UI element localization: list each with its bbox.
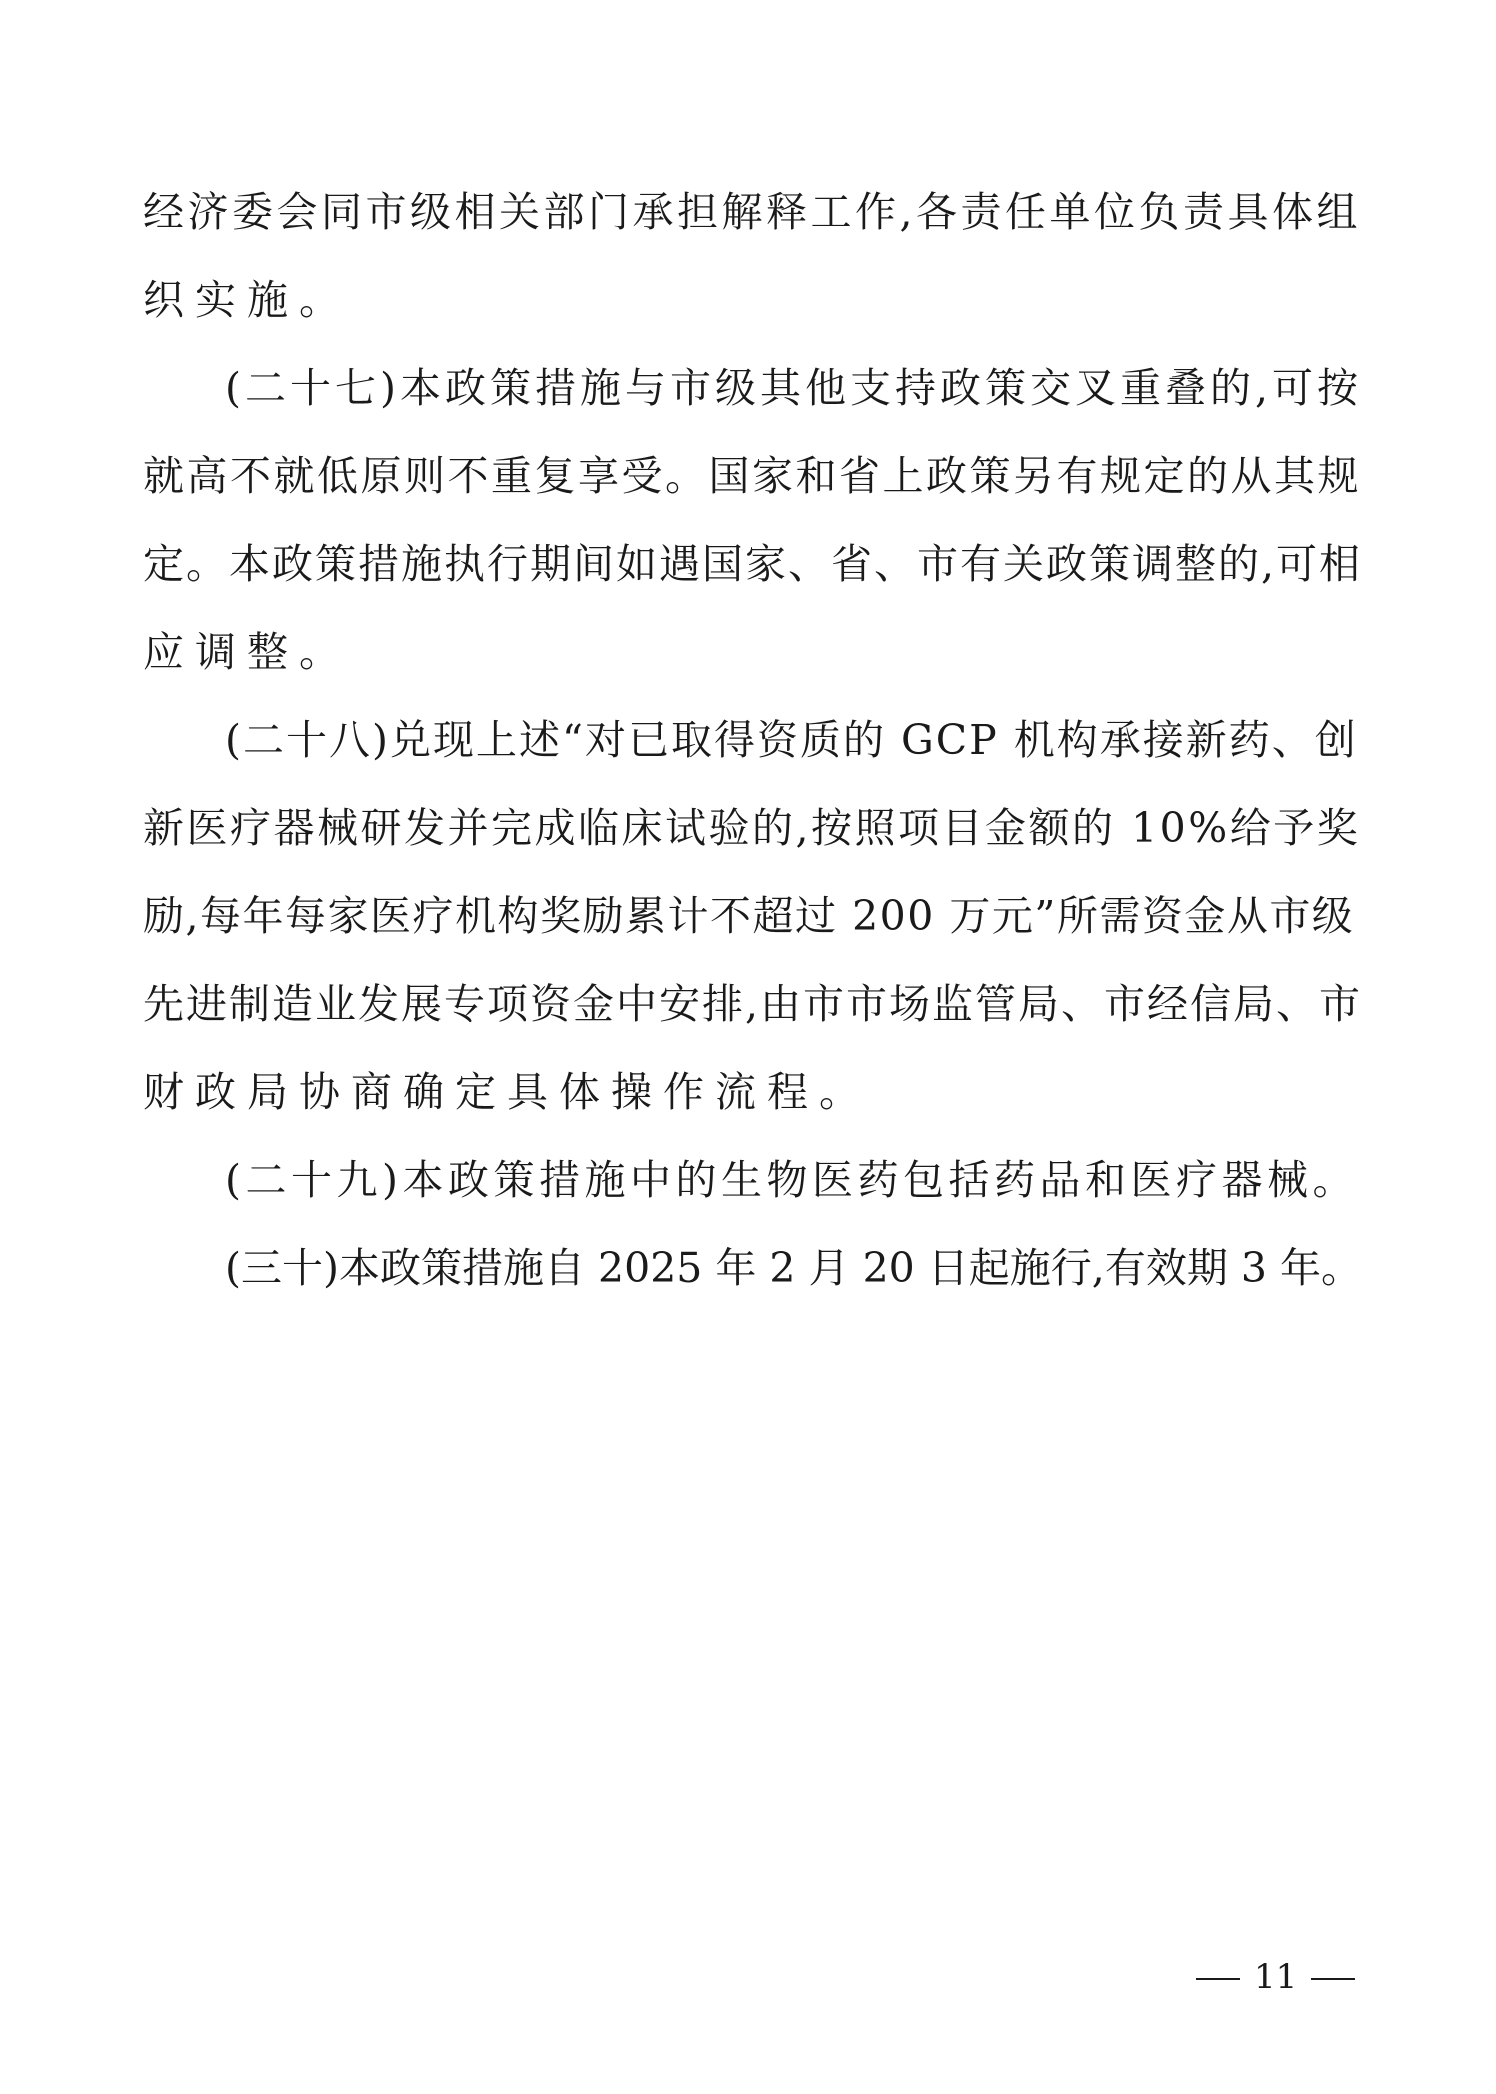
text-line: 励,每年每家医疗机构奖励累计不超过 200 万元”所需资金从市级: [143, 892, 1355, 940]
text-line: 就高不就低原则不重复享受。国家和省上政策另有规定的从其规: [143, 452, 1361, 500]
text-line: 经济委会同市级相关部门承担解释工作,各责任单位负责具体组: [143, 188, 1362, 236]
page-number-value: 11: [1254, 1957, 1298, 1997]
dash-left-icon: [1196, 1978, 1240, 1980]
text-line: 应调整。: [143, 628, 351, 676]
text-line: 新医疗器械研发并完成临床试验的,按照项目金额的 10%给予奖: [143, 804, 1361, 852]
text-line: 织实施。: [143, 276, 351, 324]
text-line: 先进制造业发展专项资金中安排,由市市场监管局、市经信局、市: [143, 980, 1363, 1028]
text-line: (二十九)本政策措施中的生物医药包括药品和医疗器械。: [225, 1156, 1358, 1204]
dash-right-icon: [1311, 1978, 1355, 1980]
body-text: [143, 168, 1363, 1312]
page-number: [1182, 1952, 1362, 2002]
text-line: 定。本政策措施执行期间如遇国家、省、市有关政策调整的,可相: [143, 540, 1363, 588]
text-line: (二十八)兑现上述“对已取得资质的 GCP 机构承接新药、创: [225, 716, 1358, 764]
text-line: 财政局协商确定具体操作流程。: [143, 1068, 871, 1116]
text-line: (三十)本政策措施自 2025 年 2 月 20 日起施行,有效期 3 年。: [225, 1244, 1362, 1292]
text-line: (二十七)本政策措施与市级其他支持政策交叉重叠的,可按: [225, 364, 1363, 412]
